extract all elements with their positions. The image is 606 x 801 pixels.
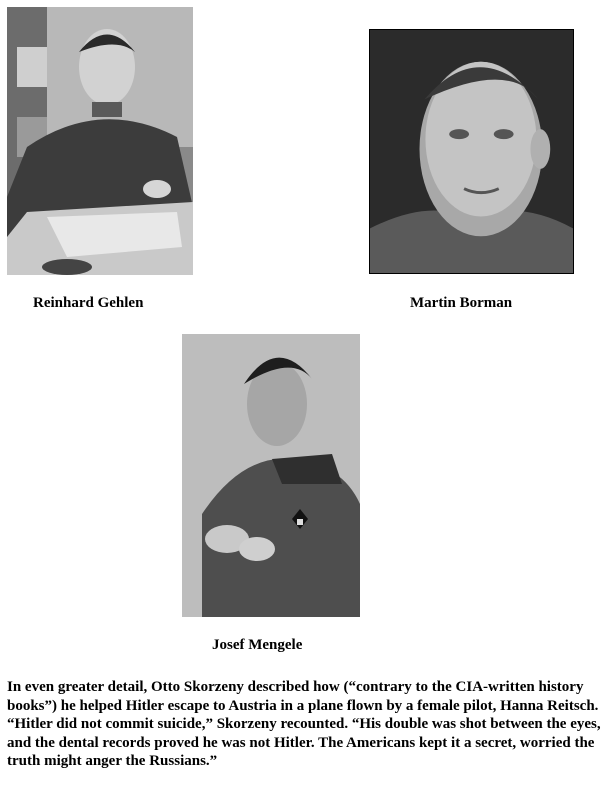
caption-martin-borman: Martin Borman [410, 295, 513, 311]
photo-reinhard-gehlen [7, 7, 193, 275]
body-paragraph: In even greater detail, Otto Skorzeny described how (“contrary to the CIA-written history books”) he helped Hitler escape to Austria in a plane flown by a female pilot, Hanna Reitsch. “Hitler did not commit suicide,” Skorzeny recounted. “His double was shot between the eyes, and the dental records proved he was not Hitler. The Americans kept it a secret, worried the truth might anger the Russians.” [7, 679, 601, 770]
photo-josef-mengele [182, 334, 360, 617]
caption-reinhard-gehlen: Reinhard Gehlen [33, 295, 144, 311]
photo-martin-borman [369, 29, 574, 274]
caption-josef-mengele: Josef Mengele [212, 637, 303, 653]
